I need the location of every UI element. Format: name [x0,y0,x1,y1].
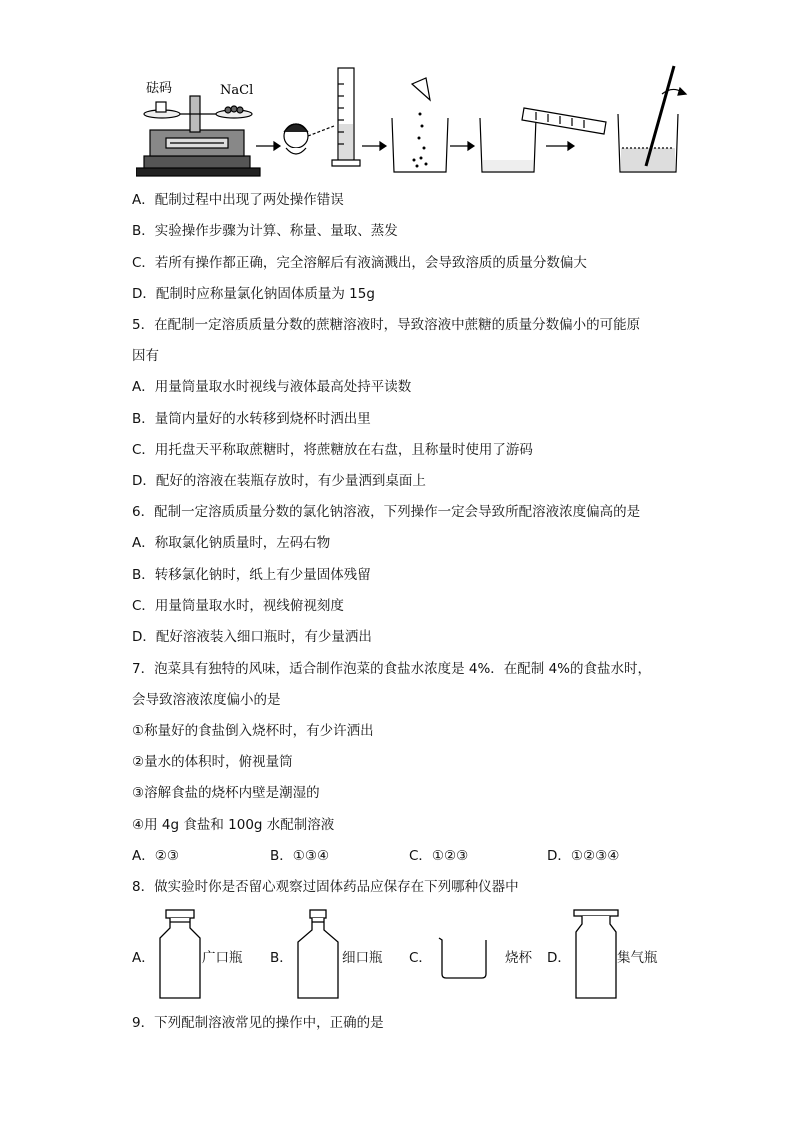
arrow-icon [450,142,474,150]
q5-stem-line2: 因有 [132,348,159,364]
experiment-figure [136,64,692,182]
q7-choice-b: B．①③④ [270,848,330,864]
q6-option-a: A．称取氯化钠质量时，左码右物 [132,535,331,551]
narrow-mouth-bottle-icon [294,908,342,1000]
q8-option-b-name: 细口瓶 [342,950,383,966]
q7-item-3: ③溶解食盐的烧杯内壁是潮湿的 [132,785,320,801]
q7-stem-line2: 会导致溶液浓度偏小的是 [132,692,281,708]
beaker-adding-water-figure [480,108,606,172]
q8-option-b-letter: B． [270,950,293,966]
q8-option-c-letter: C． [409,950,432,966]
q8-option-d-name: 集气瓶 [617,950,658,966]
q7-choice-a: A．②③ [132,848,179,864]
q4-option-d: D．配制时应称量氯化钠固体质量为 15g [132,286,375,302]
weight-label: 砝码 [146,81,173,96]
wide-mouth-bottle-icon [156,908,204,1000]
q5-option-c: C．用托盘天平称取蔗糖时，将蔗糖放在右盘，且称量时使用了游码 [132,442,533,458]
beaker-icon [436,936,492,980]
arrow-icon [256,142,280,150]
salt-label: NaCl [220,83,254,98]
q5-option-d: D．配好的溶液在装瓶存放时，有少量洒到桌面上 [132,473,426,489]
q7-stem-line1: 7．泡菜具有独特的风味，适合制作泡菜的食盐水浓度是 4%．在配制 4%的食盐水时， [132,661,652,677]
q4-option-c: C．若所有操作都正确，完全溶解后有液滴溅出，会导致溶质的质量分数偏大 [132,255,587,271]
q8-stem: 8．做实验时你是否留心观察过固体药品应保存在下列哪种仪器中 [132,879,519,895]
q9-stem: 9．下列配制溶液常见的操作中，正确的是 [132,1015,384,1031]
q7-choice-d: D．①②③④ [547,848,620,864]
beaker-stirring-figure [618,66,686,172]
q7-choice-c: C．①②③ [409,848,469,864]
q8-option-a-letter: A． [132,950,155,966]
q8-option-a-name: 广口瓶 [202,950,243,966]
q4-option-a: A．配制过程中出现了两处操作错误 [132,192,344,208]
arrow-icon [362,142,386,150]
q8-option-d-letter: D． [547,950,571,966]
arrow-icon [546,142,574,150]
balance-figure [136,96,260,176]
q5-option-b: B．量筒内量好的水转移到烧杯时洒出里 [132,411,371,427]
reading-cylinder-figure [284,68,360,166]
q7-item-4: ④用 4g 食盐和 100g 水配制溶液 [132,817,335,833]
q6-option-b: B．转移氯化钠时，纸上有少量固体残留 [132,567,371,583]
q6-option-c: C．用量筒量取水时，视线俯视刻度 [132,598,344,614]
q7-item-1: ①称量好的食盐倒入烧杯时，有少许洒出 [132,723,374,739]
q6-stem: 6．配制一定溶质质量分数的氯化钠溶液，下列操作一定会导致所配溶液浓度偏高的是 [132,504,641,520]
q8-option-c-name: 烧杯 [505,950,532,966]
beaker-pouring-figure [392,78,448,172]
q6-option-d: D．配好溶液装入细口瓶时，有少量洒出 [132,629,372,645]
q7-item-2: ②量水的体积时，俯视量筒 [132,754,293,770]
q4-option-b: B．实验操作步骤为计算、称量、量取、蒸发 [132,223,398,239]
q5-option-a: A．用量筒量取水时视线与液体最高处持平读数 [132,379,412,395]
q5-stem-line1: 5．在配制一定溶质质量分数的蔗糖溶液时，导致溶液中蔗糖的质量分数偏小的可能原 [132,317,641,333]
gas-collecting-bottle-icon [572,908,620,1000]
